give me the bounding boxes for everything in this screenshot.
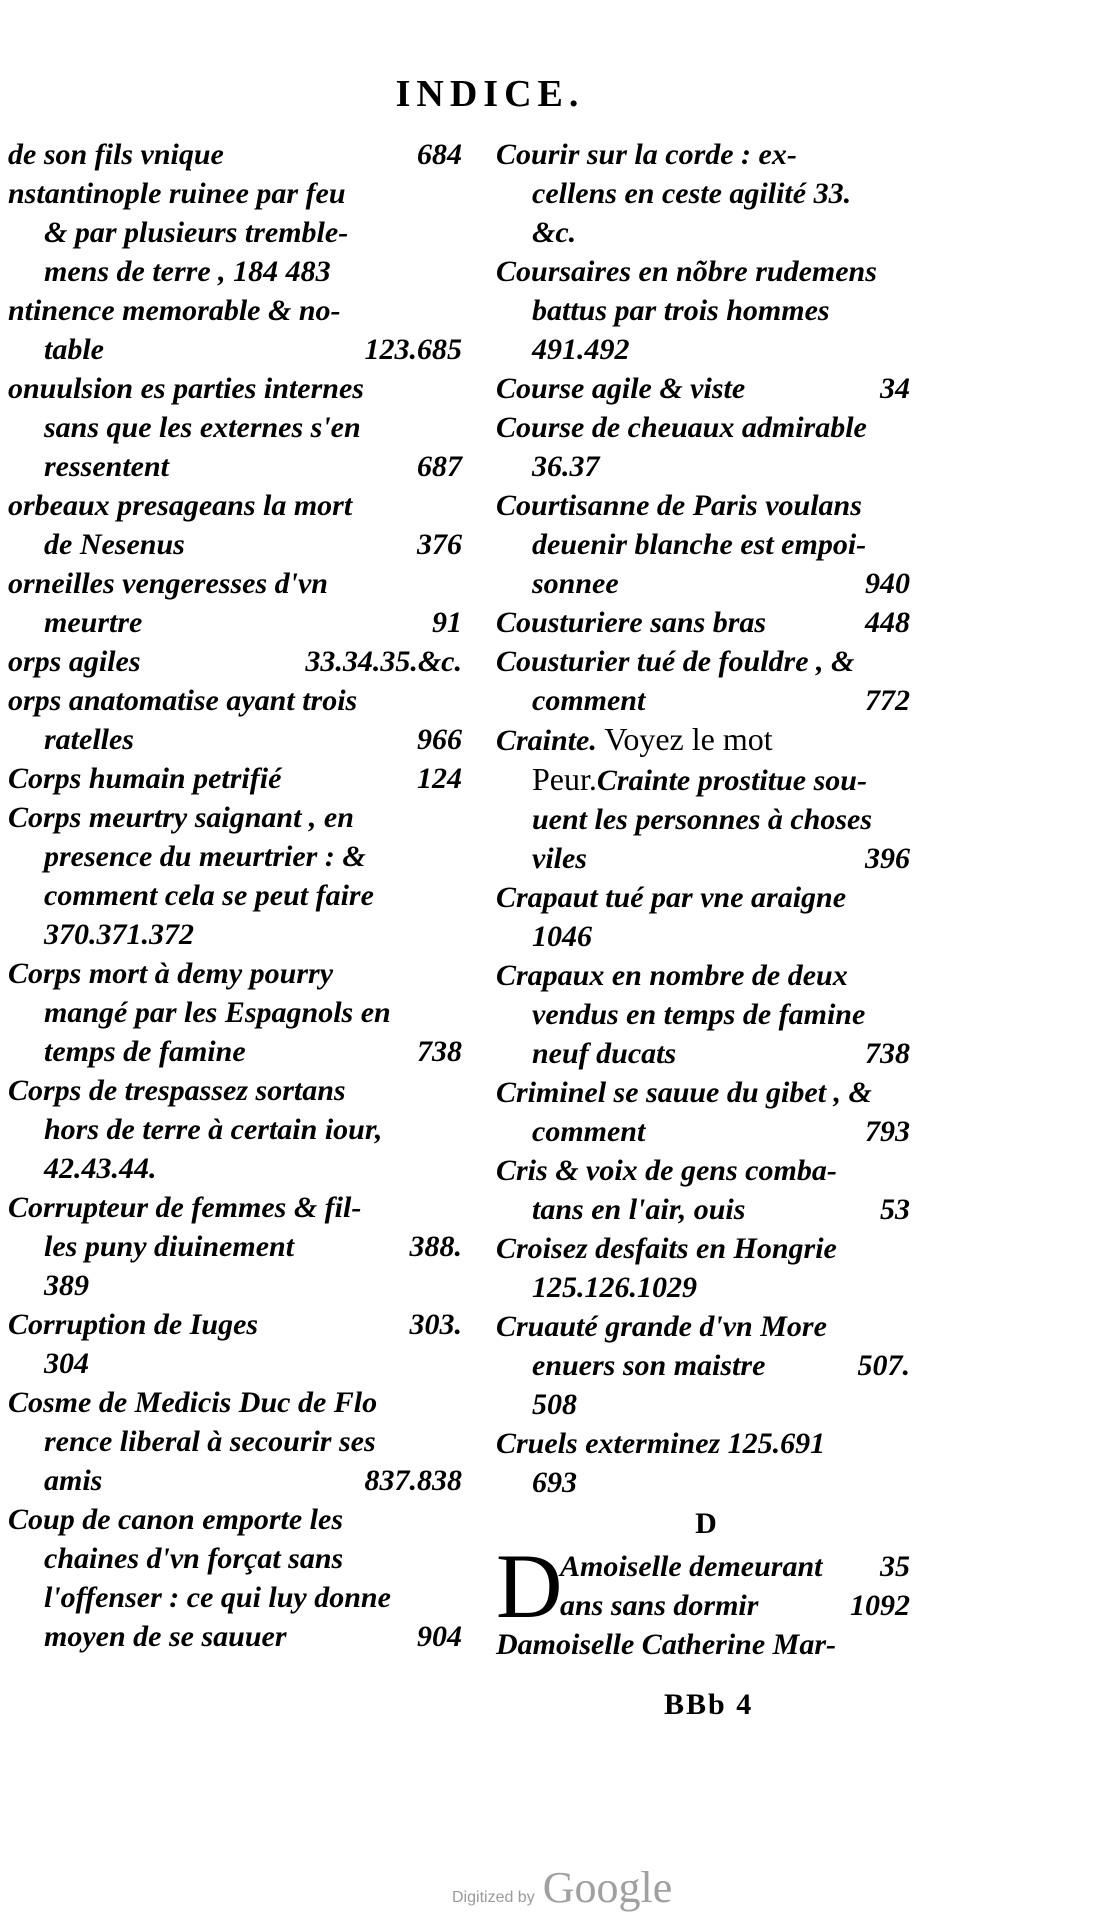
entry-text: les puny diuinement — [44, 1230, 295, 1263]
entry-text-group — [532, 803, 872, 836]
entry-text: 491.492 — [532, 333, 630, 366]
entry-line — [8, 876, 468, 915]
entry-text-group — [496, 721, 773, 757]
entry-text: sans que les externes s'en — [44, 411, 361, 444]
index-entry — [496, 369, 916, 408]
entry-text-group — [8, 135, 224, 174]
entry-text: Crapaux en nombre de deux — [496, 959, 848, 992]
entry-text: Cris & voix de gens comba- — [496, 1154, 837, 1187]
entry-text: Course agile & viste — [496, 372, 746, 405]
entry-line — [496, 995, 916, 1034]
entry-text: presence du meurtrier : & — [44, 840, 366, 873]
index-entry — [8, 954, 468, 1071]
entry-text-group — [532, 528, 866, 561]
entry-line — [496, 525, 916, 564]
entry-text: ressentent — [44, 450, 170, 483]
index-entry — [496, 408, 916, 486]
entry-text: cellens en ceste agilité 33. — [532, 177, 852, 210]
entry-line — [496, 1151, 916, 1190]
index-entry — [8, 291, 468, 369]
entry-line — [8, 369, 468, 408]
entry-text: Amoiselle demeurant — [560, 1550, 823, 1583]
entry-text-group — [8, 294, 341, 327]
entry-text-group — [8, 1305, 258, 1344]
entry-page-ref: 1092 — [850, 1589, 910, 1622]
entry-text: 370.371.372 — [44, 918, 194, 951]
entry-line — [496, 800, 916, 839]
entry-text-group — [532, 1346, 765, 1385]
index-entry — [496, 1151, 916, 1229]
entry-line — [496, 1463, 916, 1502]
entry-text: Courtisanne de Paris voulans — [496, 489, 862, 522]
entry-line — [496, 956, 916, 995]
entry-text: 304 — [44, 1347, 89, 1380]
index-entry — [496, 956, 916, 1073]
entry-text-group — [44, 1032, 246, 1071]
entry-text-group — [532, 333, 630, 366]
entry-text-group — [8, 177, 346, 210]
entry-line — [8, 603, 468, 642]
index-entry — [496, 486, 916, 603]
entry-text: Corps mort à demy pourry — [8, 957, 334, 990]
entry-line — [496, 878, 916, 917]
entry-text: onuulsion es parties internes — [8, 372, 364, 405]
entry-text-group — [496, 138, 797, 171]
entry-text-group — [532, 294, 830, 327]
entry-text-group — [44, 447, 169, 486]
drop-cap-d: D — [496, 1535, 563, 1637]
entry-text: sonnee — [532, 567, 619, 600]
index-entry — [8, 369, 468, 486]
entry-text-group — [532, 998, 865, 1031]
entry-line — [8, 525, 468, 564]
entry-text-group — [532, 564, 619, 603]
entry-line — [8, 1461, 468, 1500]
signature-mark: BBb 4 — [664, 1688, 754, 1721]
entry-page-ref: 91 — [432, 606, 462, 639]
entry-text-group — [44, 603, 142, 642]
entry-text: nstantinople ruinee par feu — [8, 177, 346, 210]
entry-page-ref: 396 — [865, 842, 910, 875]
entry-line — [8, 837, 468, 876]
entry-text: Coup de canon emporte les — [8, 1503, 343, 1536]
entry-line — [496, 1385, 916, 1424]
entry-line — [8, 1149, 468, 1188]
entry-text-group — [496, 1076, 872, 1109]
google-logo: Google — [542, 1863, 673, 1912]
entry-line — [8, 1539, 468, 1578]
entry-text-group — [44, 879, 374, 912]
entry-text-group — [496, 411, 867, 444]
entry-text: table — [44, 333, 104, 366]
entry-text: moyen de se sauuer — [44, 1620, 287, 1653]
entry-text-group — [496, 369, 745, 408]
index-entry — [8, 642, 468, 681]
entry-line — [496, 1034, 916, 1073]
entry-text: 36.37 — [532, 450, 600, 483]
entry-line — [496, 174, 916, 213]
entry-text-group — [44, 411, 361, 444]
entry-line — [8, 564, 468, 603]
entry-text-group — [44, 918, 194, 951]
entry-text-group — [8, 684, 357, 717]
entry-text: orneilles vengeresses d'vn — [8, 567, 328, 600]
entry-text: Coursaires en nõbre rudemens — [496, 255, 877, 288]
entry-text-group — [8, 801, 354, 834]
entry-text: orps anatomatise ayant trois — [8, 684, 358, 717]
entry-text: mens de terre , 184 483 — [44, 255, 331, 288]
entry-line — [8, 1110, 468, 1149]
index-entry — [496, 720, 916, 878]
entry-text-group — [8, 957, 333, 990]
index-entry — [8, 1500, 468, 1656]
entry-page-ref: 904 — [417, 1620, 462, 1653]
entry-line — [8, 1578, 468, 1617]
entry-line — [8, 408, 468, 447]
entry-page-ref: 772 — [865, 684, 910, 717]
entry-text-group — [496, 645, 854, 678]
index-entry — [496, 878, 916, 956]
entry-text-group — [8, 1386, 377, 1419]
entry-text: Course de cheuaux admirable — [496, 411, 867, 444]
entry-line — [8, 1032, 468, 1071]
entry-text-group — [44, 1227, 294, 1266]
cross-reference: Voyez le mot — [604, 721, 773, 757]
entry-text: Cousturiere sans bras — [496, 606, 767, 639]
entry-text-group — [44, 1542, 343, 1575]
entry-text: mangé par les Espagnols en — [44, 996, 391, 1029]
index-entry — [8, 798, 468, 954]
entry-text: chaines d'vn forçat sans — [44, 1542, 344, 1575]
entry-text: 42.43.44. — [44, 1152, 157, 1185]
entry-text: ans sans dormir — [560, 1589, 759, 1622]
index-entry — [496, 252, 916, 369]
index-entry — [8, 759, 468, 798]
entry-line — [496, 252, 916, 291]
entry-line — [8, 330, 468, 369]
section-letter-d: D — [695, 1507, 717, 1540]
entry-text: uent les personnes à choses — [532, 803, 873, 836]
entry-line — [496, 1073, 916, 1112]
entry-text: Crainte. — [496, 724, 597, 757]
entry-page-ref: 448 — [865, 606, 910, 639]
page-title: INDICE. — [395, 73, 585, 115]
entry-line — [8, 135, 468, 174]
entry-text-group — [44, 1113, 382, 1146]
entry-text-group — [532, 839, 587, 878]
right-column-entries — [496, 135, 916, 1502]
entry-page-ref: 793 — [865, 1115, 910, 1148]
entry-text-group — [8, 1074, 346, 1107]
entry-line — [8, 1188, 468, 1227]
entry-line — [496, 213, 916, 252]
entry-page-ref: 940 — [865, 567, 910, 600]
index-entry — [8, 564, 468, 642]
entry-text-group — [44, 720, 134, 759]
entry-line — [496, 291, 916, 330]
entry-text-group — [8, 1503, 343, 1536]
entry-text-group — [8, 489, 352, 522]
entry-page-ref: 388. — [409, 1230, 462, 1263]
entry-text-group — [532, 681, 645, 720]
entry-text: comment cela se peut faire — [44, 879, 374, 912]
entry-text-group — [532, 1112, 645, 1151]
entry-text: temps de famine — [44, 1035, 246, 1068]
index-entry — [496, 642, 916, 720]
entry-text-group — [8, 1191, 361, 1224]
entry-line — [8, 447, 468, 486]
entry-page-ref: 53 — [880, 1193, 910, 1226]
entry-line — [8, 1617, 468, 1656]
entry-text-group — [532, 920, 592, 953]
entry-text-group — [44, 996, 391, 1029]
entry-line — [8, 1227, 468, 1266]
entry-line — [8, 993, 468, 1032]
entry-text: vendus en temps de famine — [532, 998, 866, 1031]
section-d-entries — [496, 1535, 916, 1637]
entry-text: neuf ducats — [532, 1037, 677, 1070]
entry-line — [8, 642, 468, 681]
entry-text: viles — [532, 842, 587, 875]
entry-text: enuers son maistre — [532, 1349, 766, 1382]
entry-line — [496, 642, 916, 681]
entry-text: Cruauté grande d'vn More — [496, 1310, 827, 1343]
entry-page-ref: 684 — [417, 138, 462, 171]
entry-text-group — [44, 1269, 89, 1302]
entry-text-group — [496, 1232, 837, 1265]
entry-text: 125.126.1029 — [532, 1271, 697, 1304]
entry-line — [8, 291, 468, 330]
entry-line — [496, 1307, 916, 1346]
entry-line — [8, 759, 468, 798]
entry-text: & par plusieurs tremble- — [44, 216, 349, 249]
entry-text: hors de terre à certain iour, — [44, 1113, 383, 1146]
index-entry — [8, 486, 468, 564]
entry-line — [8, 1071, 468, 1110]
entry-page-ref: 738 — [865, 1037, 910, 1070]
entry-line — [8, 720, 468, 759]
index-entry — [496, 1229, 916, 1307]
entry-text-group — [496, 881, 846, 914]
entry-text-group — [44, 1425, 376, 1458]
entry-text: Crapaut tué par vne araigne — [496, 881, 847, 914]
entry-line — [496, 1346, 916, 1385]
entry-text-group — [496, 255, 877, 288]
entry-text: Courir sur la corde : ex- — [496, 138, 797, 171]
entry-text: Cosme de Medicis Duc de Flo — [8, 1386, 378, 1419]
entry-text-group — [532, 1271, 697, 1304]
entry-text: Cousturier tué de fouldre , & — [496, 645, 855, 678]
index-entry — [496, 603, 916, 642]
entry-line — [8, 1305, 468, 1344]
entry-text: l'offenser : ce qui luy donne — [44, 1581, 391, 1614]
entry-text-group — [496, 1154, 837, 1187]
entry-line — [496, 1190, 916, 1229]
entry-line — [496, 447, 916, 486]
index-entry — [496, 1073, 916, 1151]
entry-line — [496, 917, 916, 956]
entry-line — [496, 681, 916, 720]
entry-line — [560, 1547, 916, 1586]
entry-text: ratelles — [44, 723, 134, 756]
entry-text: battus par trois hommes — [532, 294, 830, 327]
entry-page-ref: 837.838 — [364, 1464, 462, 1497]
entry-text-group — [532, 450, 600, 483]
entry-text-group — [8, 567, 328, 600]
entry-text: Corruption de Iuges — [8, 1308, 259, 1341]
index-entry — [8, 1383, 468, 1500]
entry-line — [8, 1383, 468, 1422]
entry-line — [496, 135, 916, 174]
entry-text-group — [496, 489, 862, 522]
entry-line — [8, 252, 468, 291]
entry-line — [496, 408, 916, 447]
entry-text-group — [496, 1427, 825, 1460]
entry-text-group — [44, 216, 348, 249]
index-column-left — [8, 135, 468, 1656]
entry-page-ref: 123.685 — [364, 333, 462, 366]
entry-text-group — [532, 1190, 745, 1229]
index-entry — [496, 1424, 916, 1502]
entry-text-group — [532, 1034, 676, 1073]
entry-line — [496, 1424, 916, 1463]
cross-reference: Peur. — [532, 761, 597, 797]
entry-text-group — [532, 1466, 577, 1499]
index-entry — [8, 681, 468, 759]
entry-text: 508 — [532, 1388, 577, 1421]
entry-text: Corps humain petrifié — [8, 762, 282, 795]
entry-text: Damoiselle Catherine Mar- — [496, 1628, 837, 1661]
entry-text: 1046 — [532, 920, 592, 953]
entry-text: deuenir blanche est empoi- — [532, 528, 867, 561]
entry-text: Croisez desfaits en Hongrie — [496, 1232, 837, 1265]
entry-text: Corps meurtry saignant , en — [8, 801, 354, 834]
entry-text-group — [496, 603, 766, 642]
entry-text: Corrupteur de femmes & fil- — [8, 1191, 362, 1224]
index-column-right — [496, 135, 916, 1664]
entry-text-group — [496, 959, 848, 992]
entry-line — [496, 760, 916, 800]
entry-line — [560, 1586, 916, 1625]
entry-line — [8, 213, 468, 252]
entry-text-group — [532, 177, 851, 210]
entry-line — [496, 486, 916, 525]
entry-line — [496, 839, 916, 878]
entry-text-group — [532, 1388, 577, 1421]
entry-text: amis — [44, 1464, 103, 1497]
entry-text-group — [44, 330, 104, 369]
entry-line — [496, 330, 916, 369]
entry-line — [496, 1112, 916, 1151]
index-entry — [496, 1307, 916, 1424]
entry-text-group — [8, 759, 281, 798]
entry-text-group — [44, 1152, 157, 1185]
entry-line — [8, 1266, 468, 1305]
entry-line — [8, 486, 468, 525]
entry-text: rence liberal à secourir ses — [44, 1425, 376, 1458]
entry-text: orbeaux presageans la mort — [8, 489, 353, 522]
entry-line — [8, 954, 468, 993]
entry-line — [8, 1344, 468, 1383]
entry-text-group — [44, 1617, 287, 1656]
entry-text-group — [44, 525, 185, 564]
entry-text: comment — [532, 684, 646, 717]
index-entry — [8, 174, 468, 291]
entry-text: Corps de trespassez sortans — [8, 1074, 346, 1107]
entry-text: 389 — [44, 1269, 89, 1302]
entry-line — [8, 681, 468, 720]
entry-line — [8, 798, 468, 837]
entry-line — [8, 1500, 468, 1539]
entry-page-ref: 124 — [417, 762, 462, 795]
index-entry — [8, 1188, 468, 1305]
entry-line — [496, 1229, 916, 1268]
entry-line — [496, 1268, 916, 1307]
entry-text-group — [44, 1347, 89, 1380]
digitized-watermark — [452, 1862, 672, 1913]
digitized-label: Digitized by — [452, 1889, 535, 1906]
index-entry — [8, 1071, 468, 1188]
entry-text: orps agiles — [8, 645, 141, 678]
entry-text-group — [44, 840, 366, 873]
index-entry — [8, 1305, 468, 1383]
entry-text: meurtre — [44, 606, 143, 639]
entry-page-ref: 507. — [857, 1349, 910, 1382]
entry-line — [496, 369, 916, 408]
entry-text-group — [44, 1581, 391, 1614]
entry-text: Cruels exterminez 125.691 — [496, 1427, 826, 1460]
index-entry — [496, 135, 916, 252]
entry-text: Crainte prostitue sou- — [596, 764, 867, 797]
entry-page-ref: 303. — [409, 1308, 462, 1341]
entry-line — [8, 174, 468, 213]
entry-text: de Nesenus — [44, 528, 185, 561]
entry-text: comment — [532, 1115, 646, 1148]
entry-page-ref: 966 — [417, 723, 462, 756]
entry-text: tans en l'air, ouis — [532, 1193, 746, 1226]
entry-text-group — [496, 1310, 827, 1343]
entry-text-group — [532, 216, 576, 249]
entry-line — [496, 603, 916, 642]
entry-text: &c. — [532, 216, 577, 249]
entry-page-ref: 33.34.35.&c. — [305, 645, 462, 678]
entry-line — [496, 564, 916, 603]
entry-line — [8, 1422, 468, 1461]
entry-text: Criminel se sauue du gibet , & — [496, 1076, 872, 1109]
entry-line — [8, 915, 468, 954]
entry-page-ref: 376 — [417, 528, 462, 561]
entry-text-group — [44, 1461, 102, 1500]
entry-page-ref: 738 — [417, 1035, 462, 1068]
entry-text-group — [532, 761, 867, 797]
index-entry — [560, 1547, 916, 1625]
entry-text: ntinence memorable & no- — [8, 294, 341, 327]
entry-text: de son fils vnique — [8, 138, 224, 171]
entry-text-group — [8, 642, 141, 681]
entry-line — [496, 720, 916, 760]
index-entry — [8, 135, 468, 174]
entry-page-ref: 35 — [880, 1550, 910, 1583]
entry-page-ref: 34 — [880, 372, 910, 405]
entry-text: 693 — [532, 1466, 577, 1499]
entry-text-group — [44, 255, 331, 288]
entry-text-group — [8, 372, 364, 405]
entry-page-ref: 687 — [417, 450, 462, 483]
